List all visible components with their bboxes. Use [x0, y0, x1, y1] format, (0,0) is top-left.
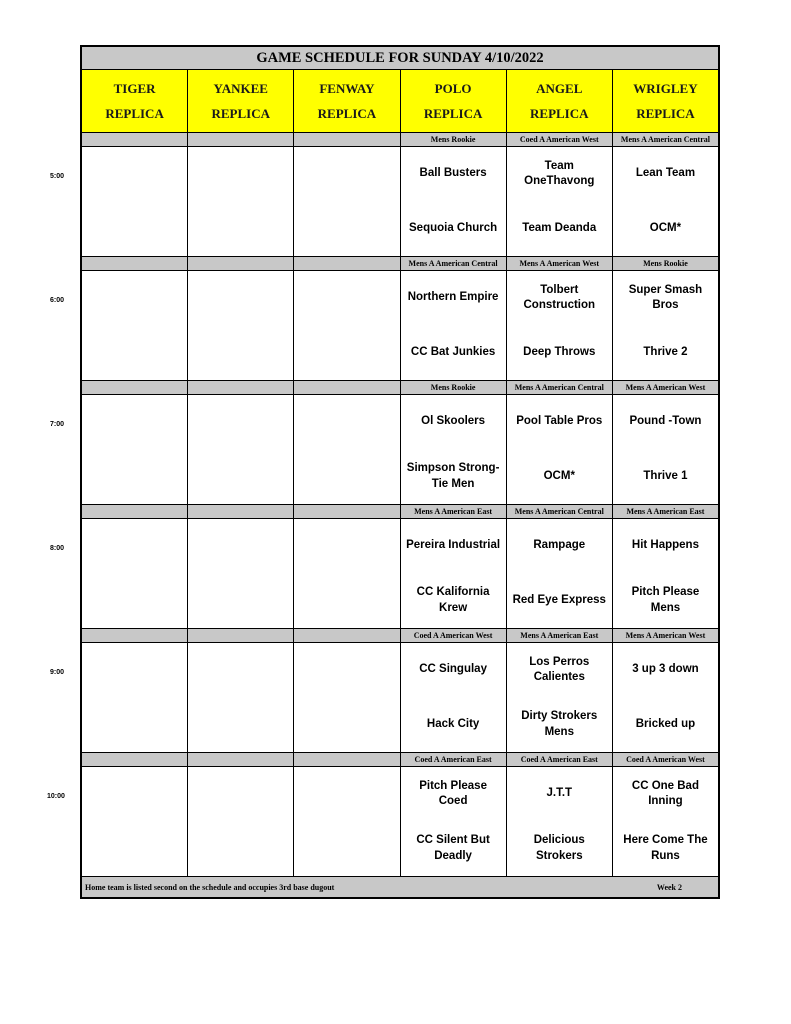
game-cell: [188, 767, 294, 876]
division-label: Coed A American West: [626, 755, 705, 764]
division-label: [82, 381, 188, 394]
division-label: Coed A American East: [507, 753, 613, 766]
game-cell: [401, 643, 507, 752]
time-slots: [82, 133, 718, 876]
game-cell: [613, 519, 718, 628]
home-team: Sequoia Church: [409, 221, 498, 234]
home-team: Pitch Please Mens: [631, 586, 700, 614]
home-team: [188, 326, 293, 381]
field-name: FENWAY: [319, 80, 375, 96]
field-header-fenway: [294, 70, 400, 132]
division-label: [82, 257, 188, 270]
division-label: [188, 753, 294, 766]
division-row: [82, 628, 718, 643]
away-team: Pound -Town: [629, 415, 702, 428]
game-cell: [507, 767, 613, 876]
away-team: J.T.T: [546, 787, 573, 800]
division-label: [188, 133, 294, 146]
away-team: [82, 147, 187, 202]
schedule-table: [80, 45, 720, 899]
away-team: [294, 271, 399, 326]
away-team: [294, 519, 399, 574]
home-team: OCM*: [649, 221, 682, 234]
field-sub: REPLICA: [211, 105, 271, 121]
game-cell: [613, 147, 718, 256]
field-header-angel: [507, 70, 613, 132]
away-team: [82, 519, 187, 574]
home-team: Team Deanda: [522, 221, 597, 234]
home-team: Bricked up: [635, 717, 696, 730]
division-label: Mens A American Central: [507, 381, 613, 394]
footer-note: Home team is listed second on the schedule and occupies 3rd base dugout: [85, 882, 335, 892]
game-cell: [613, 395, 718, 504]
home-team: CC Bat Junkies: [410, 345, 496, 358]
game-cell: [613, 643, 718, 752]
home-team: [82, 202, 187, 257]
time-label: 10:00: [47, 793, 65, 800]
field-header-wrigley: [613, 70, 718, 132]
time-label: 6:00: [50, 297, 65, 304]
home-team: Simpson Strong-Tie Men: [406, 462, 500, 490]
away-team: Hit Happens: [631, 539, 699, 552]
home-team: [294, 450, 399, 505]
game-cell: [82, 643, 188, 752]
away-team: [188, 271, 293, 326]
game-cell: [507, 395, 613, 504]
away-team: [294, 643, 399, 698]
field-header-row: [82, 70, 718, 133]
home-team: Red Eye Express: [512, 593, 606, 606]
away-team: [82, 271, 187, 326]
home-team: [82, 326, 187, 381]
game-row: [82, 519, 718, 628]
home-team: [188, 574, 293, 629]
away-team: [82, 395, 187, 450]
away-team: Lean Team: [635, 167, 696, 180]
division-label: Mens A American Central: [507, 505, 613, 518]
away-team: [188, 395, 293, 450]
away-team: Tolbert Construction: [523, 283, 596, 312]
game-cell: [401, 271, 507, 380]
division-label: Mens A American East: [401, 505, 507, 518]
field-name: POLO: [434, 80, 472, 96]
game-cell: [188, 147, 294, 256]
away-team: Ball Busters: [419, 167, 487, 180]
game-row: [82, 643, 718, 752]
division-row: [82, 504, 718, 519]
game-cell: [401, 395, 507, 504]
field-header-yankee: [188, 70, 294, 132]
game-cell: [82, 271, 188, 380]
field-name: TIGER: [113, 80, 156, 96]
division-label: Mens A American Central: [620, 135, 710, 144]
division-label: Mens Rookie: [401, 381, 507, 394]
home-team: [82, 698, 187, 753]
away-team: Pereira Industrial: [406, 539, 501, 552]
game-row: [82, 147, 718, 256]
division-label: [82, 629, 188, 642]
game-cell: [188, 643, 294, 752]
division-label: Mens A American West: [507, 257, 613, 270]
field-sub: REPLICA: [105, 105, 164, 121]
field-name: YANKEE: [213, 80, 268, 96]
away-team: Rampage: [533, 539, 586, 552]
game-cell: [82, 519, 188, 628]
game-cell: [401, 519, 507, 628]
home-team: [82, 822, 187, 877]
home-team: Hack City: [426, 717, 480, 730]
division-label: Mens A American West: [625, 383, 706, 392]
away-team: Team OneThavong: [524, 159, 595, 188]
game-cell: [613, 271, 718, 380]
game-cell: [294, 519, 400, 628]
division-label: Mens Rookie: [401, 133, 507, 146]
away-team: CC Singulay: [419, 663, 487, 676]
away-team: Ol Skoolers: [421, 415, 486, 428]
home-team: Deep Throws: [523, 345, 596, 358]
home-team: CC Silent But Deadly: [416, 834, 490, 862]
game-cell: [507, 147, 613, 256]
away-team: [188, 519, 293, 574]
division-label: Coed A American East: [401, 753, 507, 766]
away-team: [294, 767, 399, 822]
away-team: [294, 147, 399, 202]
game-row: [82, 395, 718, 504]
division-label: [82, 753, 188, 766]
field-sub: REPLICA: [317, 105, 377, 121]
game-cell: [507, 519, 613, 628]
away-team: [188, 767, 293, 822]
home-team: Thrive 2: [643, 345, 688, 358]
time-label: 8:00: [50, 545, 65, 552]
away-team: [188, 147, 293, 202]
division-row: [82, 133, 718, 147]
home-team: [82, 450, 187, 505]
home-team: [188, 202, 293, 257]
away-team: CC One Bad Inning: [631, 779, 699, 808]
division-label: [188, 505, 294, 518]
game-cell: [507, 643, 613, 752]
away-team: Northern Empire: [407, 291, 499, 304]
division-label: [188, 257, 294, 270]
division-label: Mens Rookie: [643, 259, 688, 268]
division-label: [294, 257, 400, 270]
game-cell: [613, 767, 718, 876]
division-label: Mens A American East: [626, 507, 705, 516]
game-cell: [294, 643, 400, 752]
home-team: [294, 822, 399, 877]
away-team: Pool Table Pros: [516, 415, 603, 428]
home-team: [82, 574, 187, 629]
home-team: CC Kalifornia Krew: [416, 586, 490, 614]
division-label: [294, 133, 400, 146]
home-team: [294, 326, 399, 381]
home-team: [188, 450, 293, 505]
game-row: [82, 767, 718, 876]
away-team: [188, 643, 293, 698]
home-team: OCM*: [543, 469, 575, 482]
away-team: [294, 395, 399, 450]
division-row: [82, 380, 718, 395]
game-cell: [294, 271, 400, 380]
home-team: Thrive 1: [643, 469, 688, 482]
field-header-polo: [401, 70, 507, 132]
division-label: [294, 753, 400, 766]
away-team: Super Smash Bros: [628, 283, 703, 312]
game-cell: [294, 395, 400, 504]
away-team: [82, 767, 187, 822]
division-label: [294, 505, 400, 518]
game-cell: [82, 767, 188, 876]
game-cell: [507, 271, 613, 380]
game-cell: [188, 519, 294, 628]
division-label: Mens A American East: [507, 629, 613, 642]
schedule-title: GAME SCHEDULE FOR SUNDAY 4/10/2022: [82, 47, 718, 70]
home-team: [294, 698, 399, 753]
game-cell: [188, 271, 294, 380]
home-team: Dirty Strokers Mens: [521, 710, 598, 738]
away-team: Los Perros Calientes: [529, 655, 590, 684]
footer-bar: [82, 876, 718, 897]
field-sub: REPLICA: [423, 105, 483, 121]
footer-week: Week 2: [656, 882, 682, 892]
home-team: [294, 202, 399, 257]
time-label: 9:00: [50, 669, 65, 676]
game-cell: [401, 147, 507, 256]
game-cell: [82, 395, 188, 504]
field-sub: REPLICA: [530, 105, 589, 121]
division-label: Coed A American West: [401, 629, 507, 642]
division-label: Mens A American Central: [401, 257, 507, 270]
division-row: [82, 256, 718, 271]
field-name: WRIGLEY: [633, 80, 698, 96]
game-cell: [401, 767, 507, 876]
away-team: Pitch Please Coed: [419, 779, 487, 808]
home-team: [294, 574, 399, 629]
time-label: 7:00: [50, 421, 65, 428]
division-row: [82, 752, 718, 767]
division-label: [82, 505, 188, 518]
game-cell: [294, 767, 400, 876]
division-label: [82, 133, 188, 146]
division-label: [188, 629, 294, 642]
division-label: [294, 629, 400, 642]
home-team: [188, 698, 293, 753]
away-team: 3 up 3 down: [632, 663, 699, 676]
game-row: [82, 271, 718, 380]
division-label: [188, 381, 294, 394]
game-cell: [82, 147, 188, 256]
home-team: Here Come The Runs: [623, 834, 708, 862]
field-header-tiger: [82, 70, 188, 132]
game-cell: [294, 147, 400, 256]
division-label: Coed A American West: [507, 133, 613, 146]
home-team: [188, 822, 293, 877]
time-label: 5:00: [50, 173, 65, 180]
division-label: Mens A American West: [625, 631, 706, 640]
field-name: ANGEL: [536, 80, 583, 96]
field-sub: REPLICA: [636, 105, 695, 121]
division-label: [294, 381, 400, 394]
away-team: [82, 643, 187, 698]
game-cell: [188, 395, 294, 504]
home-team: Delicious Strokers: [533, 834, 585, 862]
